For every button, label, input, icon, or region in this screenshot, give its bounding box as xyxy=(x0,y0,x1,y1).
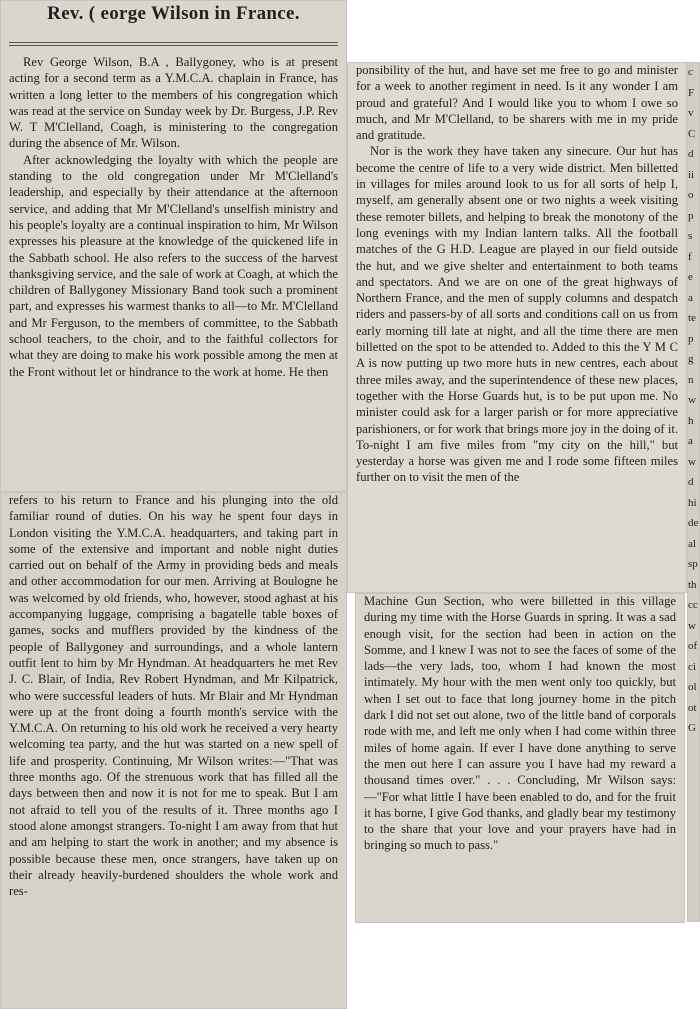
edge-fragment: e xyxy=(688,271,693,283)
edge-fragment: h xyxy=(688,414,694,427)
paragraph-5: Nor is the work they have taken any sinecure. Our hut has become the centre of life to a very wide district. Men billetted in villages for miles around look to us for all sorts of help I, myself, am generally absent one or two nights a week visiting these remoter billets, and helping to break the monotony of the long evenings with my Indian lantern talks. All the football matches of the G H.D. League are played in our field outside the hut, and we give shelter and entertainment to both teams and spectators. And we are on one of the great highways of Northern France, and the men of supply columns and despatch riders and passers-by of all sorts and conditions call on us from early morning till late at night, and all the time there are men billetted on the spot to be attended to. Added to this the Y M C A is now putting up two more huts in new centres, each about three miles away, and the superintendence of these new places, together with the Horse Guards hut, is to be put upon me. No minister could ask for a larger parish or for more appreciative parishioners, or for work that brings more joy in the doing of it. To-night I am five miles from "my city on the hill," but yesterday a horse was given me and I rode some fifteen miles further on to visit the men of the xyxy=(356,144,678,485)
edge-fragment: cc xyxy=(688,599,698,611)
edge-fragment: C xyxy=(688,127,696,140)
edge-fragment: ot xyxy=(688,701,697,714)
edge-fragment: w xyxy=(688,619,696,632)
edge-fragment: w xyxy=(688,455,696,468)
edge-fragment: te xyxy=(688,312,696,324)
edge-fragment: F xyxy=(688,86,695,99)
paragraph-1: Rev George Wilson, B.A , Ballygoney, who is at present acting for a second term as a Y.M.C.A. chaplain in France, has written a long letter to the members of his congregation which was read at the service on Sunday week by Dr. Burgess, J.P. Rev W. T M'Clelland, Coagh, is ministering to the congregation during the absence of Mr. Wilson. xyxy=(9,55,338,151)
clipping-column-2-top xyxy=(347,62,687,593)
article-title: Rev. ( eorge Wilson in France. xyxy=(47,3,300,24)
paragraph-6: Machine Gun Section, who were billetted in this village during my time with the Horse Guards in spring. It was a sad enough visit, for the section had been in action on the Somme, and I knew I was not to see the faces of some of the lads—the very lads, too, whom I had known the most intimately. My hour with the men went only too quickly, but when I set out to face that long journey home in the pitch dark I did not set out alone, two of the little band of corporals rode with me, and left me only when I had come within three miles of home again. If ever I have done anything to serve the men out here I can assure you I have had my reward a thousand times over." . . . Concluding, Mr Wilson says:—"For what little I have been enabled to do, and for the fruit it has borne, I give God thanks, and gladly bear my testimony to the share that your love and your prayers have had in bringing so much to pass." xyxy=(364,594,676,853)
edge-fragment: d xyxy=(688,148,694,160)
edge-fragment: al xyxy=(688,537,696,550)
edge-fragment: hi xyxy=(688,496,697,509)
edge-fragment: s xyxy=(688,230,693,242)
edge-fragment: g xyxy=(688,353,694,365)
edge-fragment: ci xyxy=(688,660,696,673)
edge-fragment: p xyxy=(688,209,694,222)
edge-fragment: o xyxy=(688,189,694,201)
edge-fragment: p xyxy=(688,332,694,345)
edge-fragment: a xyxy=(688,291,693,304)
clipping-edge-strip xyxy=(687,62,700,922)
edge-fragment: w xyxy=(688,394,696,406)
edge-fragment: v xyxy=(688,107,694,119)
clipping-column-1-bottom xyxy=(0,492,347,1009)
edge-fragment: ol xyxy=(688,681,697,693)
edge-fragment: sp xyxy=(688,558,698,570)
edge-fragment: n xyxy=(688,373,694,386)
title-rule xyxy=(9,42,338,46)
headline-block xyxy=(9,0,338,40)
edge-fragment: de xyxy=(688,517,699,529)
clipping-column-1-top xyxy=(0,0,347,492)
paragraph-3: refers to his return to France and his plunging into the old familiar round of duties. On his way he spent four days in London visiting the Y.M.C.A. headquarters, and taking part in some of the extensive and important and noble night duties carried out on behalf of the Army in providing beds and meals and other accommodation for our men. Arriving at Boulogne he was welcomed by old friends, who, however, stood aghast at his accompanying luggage, comprising a bagatelle table boxes of games, socks and mufflers provided by the kindness of the people of Ballygoney and surroundings, and a whole lantern outfit lent to him by Mr Hyndman. At headquarters he met Rev J. C. Blair, of India, Rev Robert Hyndman, and Mr Kilpatrick, who were successful leaders of huts. Mr Blair and Mr Hyndman were up at the front doing a fourth month's service with the Y.M.C.A. On returning to his old work he received a very hearty welcoming tea party, and the hut was started on a new spell of life and prosperity. Continuing, Mr Wilson writes:—"That was three months ago. Of the strenuous work that has filled all the days between then and now it is not for me to speak. But I am not afraid to tell you of the results of it. Three months ago I stood alone amongst strangers. To-night I am away from that hut and am helping to start the work in another; and my absence is possible because these men, once strangers, have taken up on their already heavily-burdened shoulders the whole work and res- xyxy=(9,493,338,899)
edge-fragment: G xyxy=(688,722,696,734)
edge-fragment: of xyxy=(688,640,698,652)
edge-fragment: c xyxy=(688,66,693,78)
edge-fragment: a xyxy=(688,435,693,447)
edge-fragment: d xyxy=(688,476,694,488)
edge-fragment: th xyxy=(688,578,697,591)
edge-fragment: f xyxy=(688,250,692,263)
paragraph-4: ponsibility of the hut, and have set me free to go and minister for a week to another regiment in need. Is it any wonder I am proud and grateful? And I would like you to whom I owe so much, and Mr M'Clelland, to be sharers with me in my pride and gratitude. xyxy=(356,63,678,143)
paragraph-2: After acknowledging the loyalty with which the people are standing to the old congregation under Mr M'Clelland's leadership, and especially by their attendance at the afternoon service, and adding that Mr M'Clelland's unselfish ministry and his people's loyalty are a continual inspiration to him, Mr Wilson expresses his pleasure at the knowledge of the quickened life in the Sabbath school. He also refers to the success of the harvest thanksgiving service, and the sale of work at Coagh, at which the children of Ballygoney Missionary Band took such a prominent part, and expresses his warmest thanks to all—to Mr. M'Clelland and Mr Ferguson, to the members of committee, to the Sabbath school teachers, to the choir, and to the faithful collectors for what they are doing to make his work possible among the men at the Front without let or hindrance to the work at home. He then xyxy=(9,152,338,379)
clipping-column-2-bottom xyxy=(355,593,685,923)
edge-fragment: ii xyxy=(688,168,695,181)
